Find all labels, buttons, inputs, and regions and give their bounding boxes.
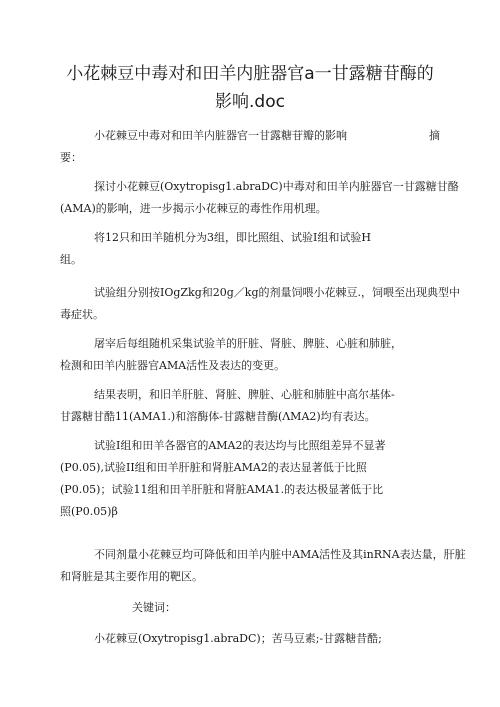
paragraph-7 — [60, 544, 466, 588]
paragraph-4-line-1: 屠宰后每组随机采集试验羊的肝脏、肾脏、脾脏、心脏和肺脏， — [94, 337, 402, 350]
keywords-line: 小花棘豆(Oxytropisg1.abraDC)；苦马豆素;-甘露糖昔酷; — [94, 632, 382, 645]
paragraph-6-line-4: 照(P0.05)β — [60, 505, 118, 518]
intro-paragraph — [60, 125, 440, 169]
paragraph-1 — [60, 176, 459, 220]
paragraph-3-line-2: 毒症状。 — [60, 308, 104, 321]
paragraph-6-line-2: (P0.05),试验II组和田羊肝脏和肾脏AMA2的表达显著低于比照 — [60, 461, 367, 474]
paragraph-7-line-2: 和肾脏是其主要作用的靶区。 — [60, 570, 203, 583]
title-line-2: 影响.doc — [215, 92, 285, 112]
abstract-label-cont: 要： — [60, 151, 82, 164]
title-line-1: 小花棘豆中毒对和田羊内脏器官a一甘露糖苷酶的 — [66, 64, 434, 84]
document-title — [60, 60, 440, 116]
paragraph-6 — [60, 435, 440, 523]
paragraph-5 — [60, 384, 440, 428]
paragraph-3 — [60, 282, 460, 326]
paragraph-4 — [60, 333, 440, 377]
paragraph-1-line-1: 探讨小花棘豆(Oxytropisg1.abraDC)中毒对和田羊内脏器官一甘露糖甘酪 — [94, 180, 459, 193]
intro-text: 小花棘豆中毒对和田羊内脏器官一甘露糖苷瓣的影响 — [94, 129, 347, 142]
paragraph-1-line-2: (AMA)的影响，进一步揭示小花棘豆的毒性作用机理。 — [60, 202, 327, 215]
paragraph-5-line-2: 甘露糖甘酷11(AMA1.)和溶酶体-甘露糖昔酶(ΛMA2)均有表达。 — [60, 410, 376, 423]
abstract-label: 摘 — [429, 129, 440, 142]
paragraph-6-line-1: 试验I组和田羊各器官的AMA2的表达均与比照组差异不显著 — [94, 439, 386, 452]
paragraph-3-line-1: 试验组分别按IOgZkg和20g／kg的剂量饲喂小花棘豆.，饲喂至出现典型中 — [94, 286, 460, 299]
paragraph-2-line-1: 将12只和田羊随机分为3组，即比照组、试验I组和试验H — [94, 231, 371, 244]
keywords-paragraph — [60, 628, 440, 650]
paragraph-5-line-1: 结果表明，和旧羊肝脏、肾脏、脾脏、心脏和肺脏中高尔基体- — [94, 388, 395, 401]
paragraph-6-line-3: (P0.05)；试验11组和田羊肝脏和肾脏AMA1.的表达极显著低于比 — [60, 483, 384, 496]
paragraph-7-line-1: 不同剂量小花棘豆均可降低和田羊内脏中AMA活性及其inRNA表达量，肝脏 — [94, 548, 466, 561]
paragraph-2-line-2: 组。 — [60, 253, 82, 266]
keywords-heading — [60, 597, 440, 619]
paragraph-4-line-2: 检测和田羊内脏器官AMA活性及表达的变更。 — [60, 359, 286, 372]
paragraph-2 — [60, 227, 440, 271]
intro-row — [60, 125, 440, 147]
keywords-label: 关键词： — [132, 601, 176, 614]
